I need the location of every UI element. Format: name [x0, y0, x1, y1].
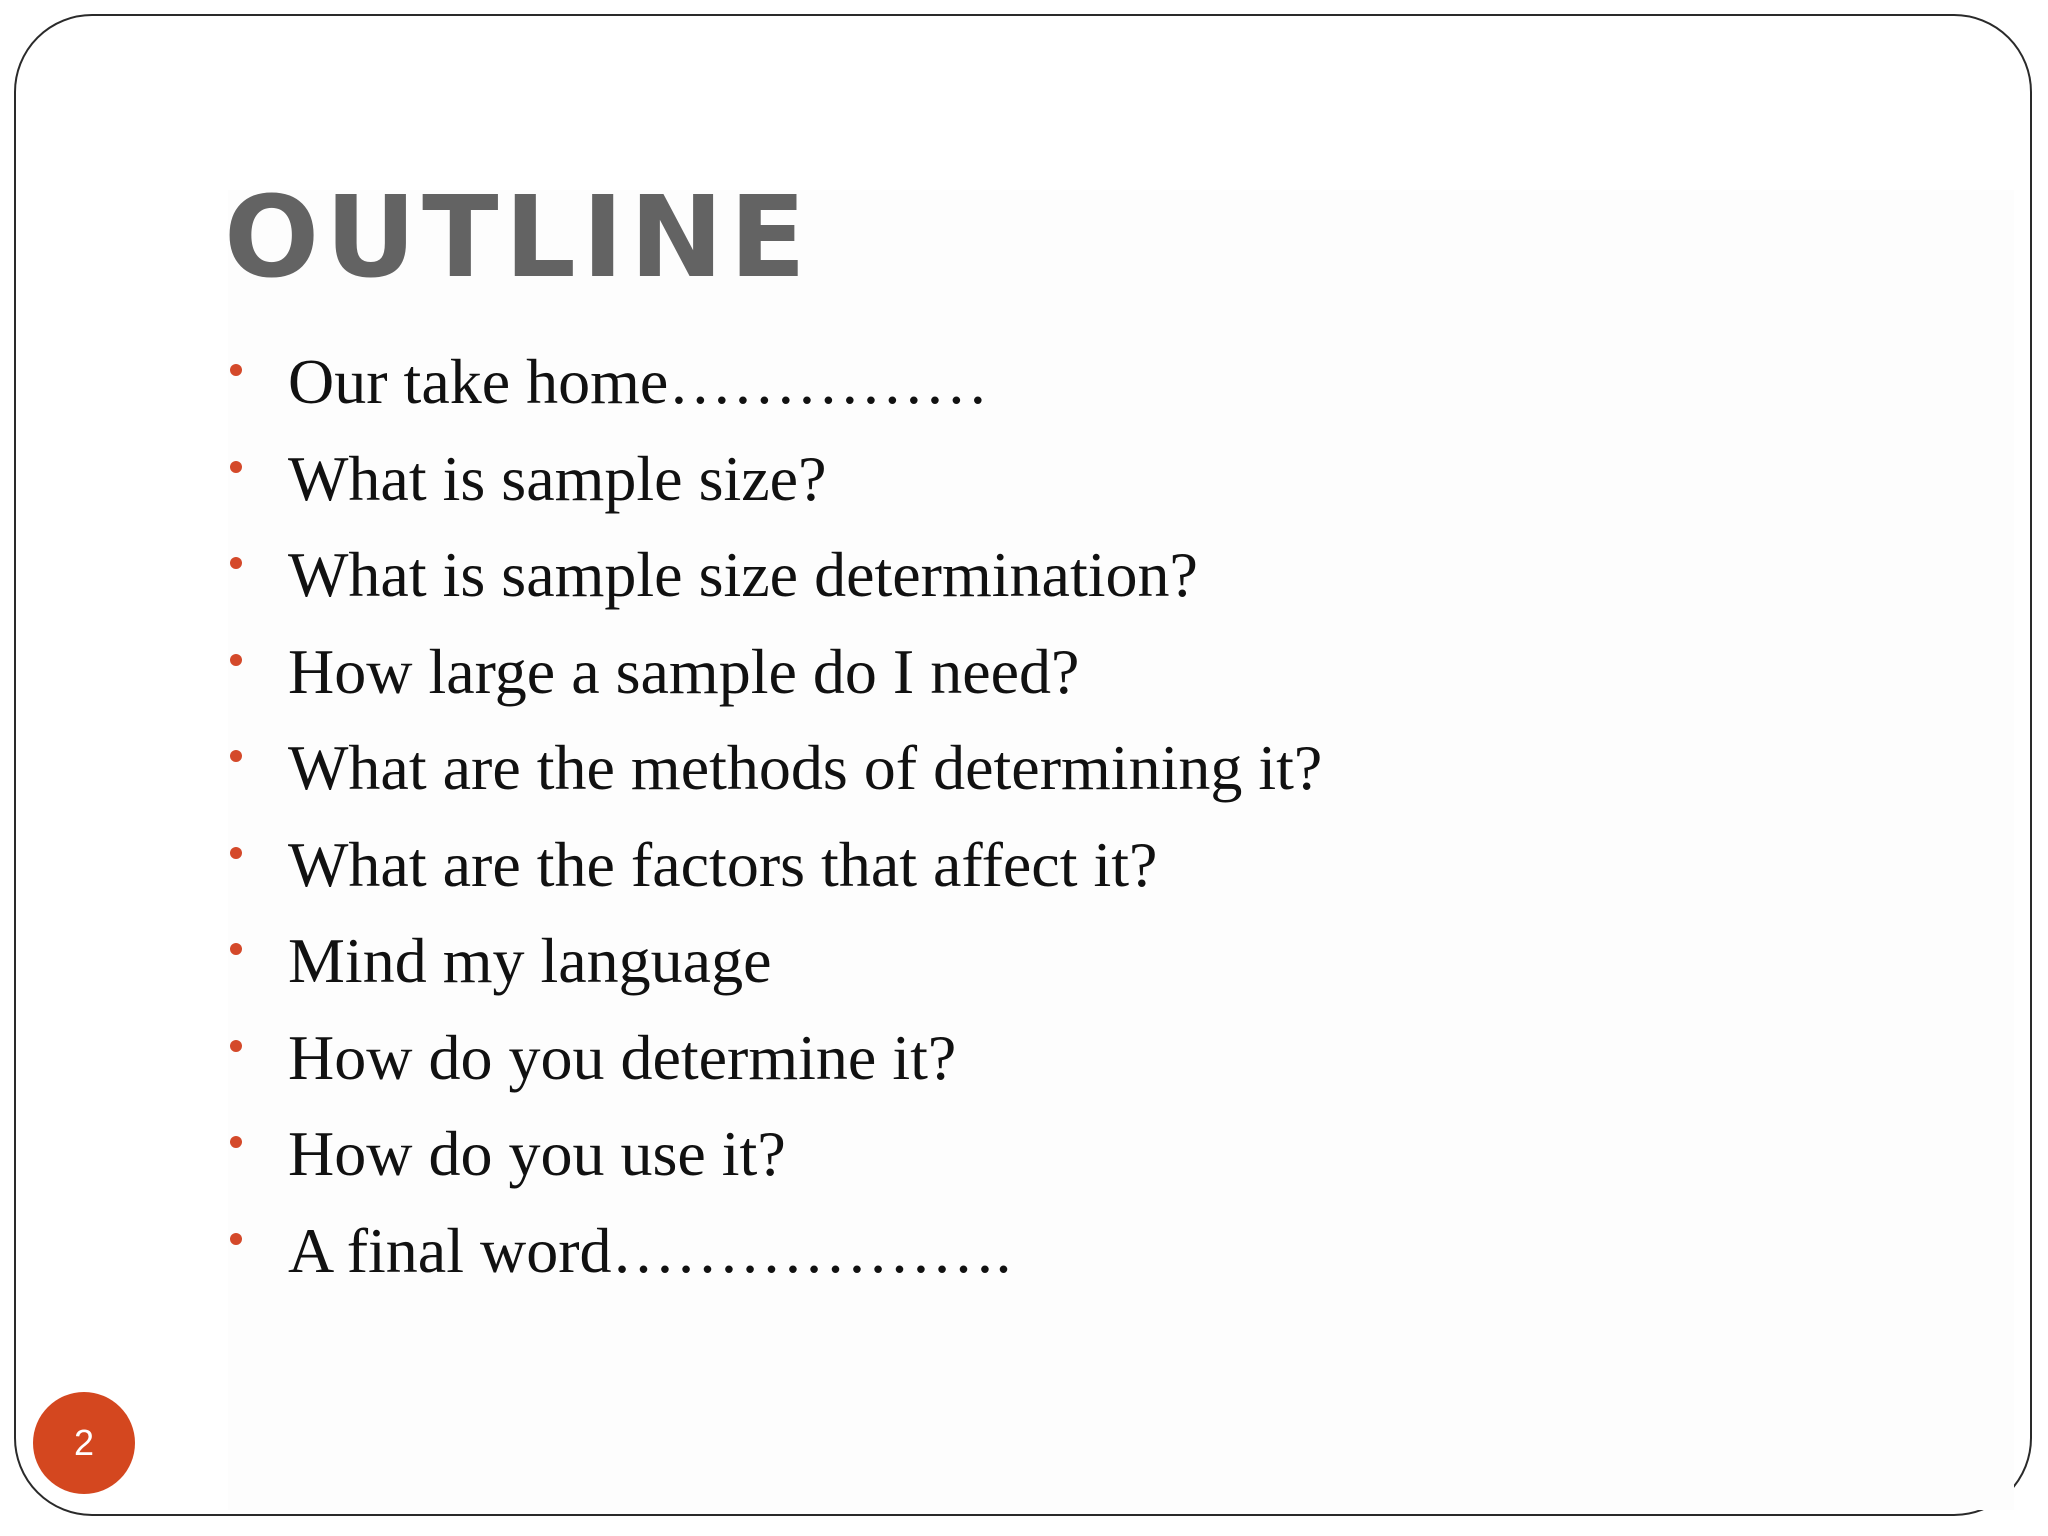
bullet-icon	[230, 364, 242, 376]
list-item-text: Our take home……………	[288, 346, 989, 417]
bullet-icon	[230, 750, 242, 762]
bullet-icon	[230, 557, 242, 569]
list-item-text: How do you use it?	[288, 1118, 786, 1189]
bullet-icon	[230, 654, 242, 666]
bullet-icon	[230, 943, 242, 955]
bullet-icon	[230, 1136, 242, 1148]
bullet-icon	[230, 1040, 242, 1052]
list-item-text: What are the factors that affect it?	[288, 828, 1158, 900]
slide-title: OUTLINE	[224, 173, 812, 303]
list-item-text: What is sample size determination?	[288, 539, 1198, 610]
list-item-text: How large a sample do I need?	[288, 635, 1080, 707]
bullet-icon	[230, 1233, 242, 1245]
bullet-icon	[230, 847, 242, 859]
bullet-icon	[230, 461, 242, 473]
page-number-badge: 2	[33, 1392, 135, 1494]
list-item-text: What are the methods of determining it?	[288, 732, 1323, 803]
list-item-text: What is sample size?	[288, 442, 827, 514]
list-item-text: Mind my language	[288, 925, 772, 996]
list-item-text: How do you determine it?	[288, 1021, 957, 1093]
list-item-text: A final word……………….	[288, 1214, 1012, 1286]
